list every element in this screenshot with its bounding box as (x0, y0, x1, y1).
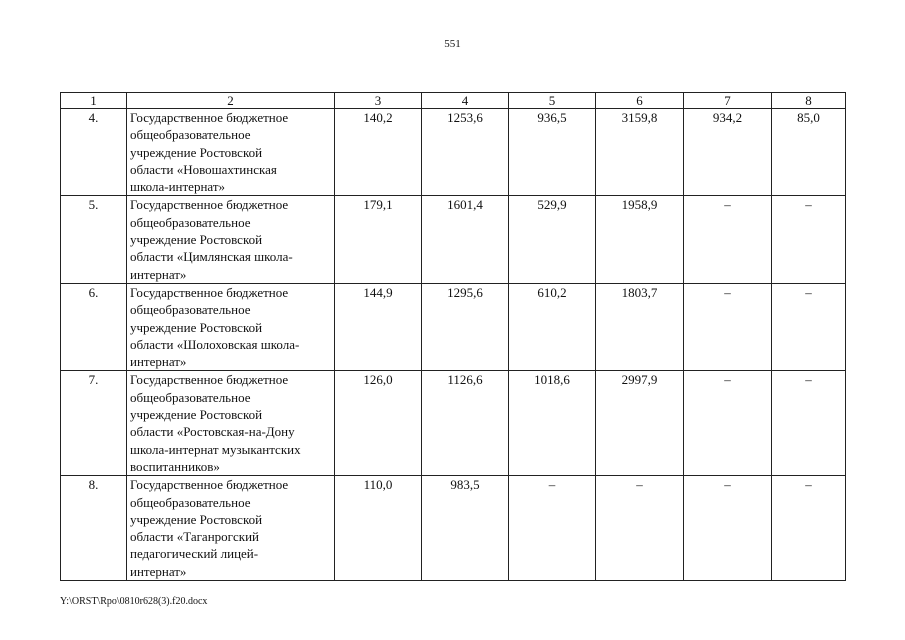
value-cell: – (772, 371, 846, 476)
data-table (60, 92, 846, 581)
name-line: области «Таганрогский (130, 529, 259, 545)
institution-name (127, 371, 335, 476)
table-row (61, 109, 846, 196)
value-cell: 179,1 (335, 196, 422, 283)
value-cell: 140,2 (335, 109, 422, 196)
value-cell: 610,2 (509, 283, 596, 370)
value-cell: – (684, 283, 772, 370)
name-line: Государственное бюджетное (130, 372, 289, 388)
header-cell: 2 (127, 93, 335, 109)
value-cell: 983,5 (422, 476, 509, 581)
name-line: школа-интернат музыкантских (130, 441, 301, 457)
institution-name (127, 196, 335, 283)
name-line: области «Новошахтинская (130, 161, 277, 177)
header-cell: 5 (509, 93, 596, 109)
header-cell: 7 (684, 93, 772, 109)
value-cell: 1126,6 (422, 371, 509, 476)
value-cell: 1601,4 (422, 196, 509, 283)
header-cell: 8 (772, 93, 846, 109)
row-number: 4. (61, 109, 127, 196)
name-line: общеобразовательное (130, 127, 251, 143)
name-line: Государственное бюджетное (130, 197, 289, 213)
institution-name (127, 283, 335, 370)
value-cell: 1018,6 (509, 371, 596, 476)
value-cell: – (684, 476, 772, 581)
name-line: воспитанников» (130, 458, 220, 474)
table-row (61, 196, 846, 283)
name-line: Государственное бюджетное (130, 284, 289, 300)
name-line: общеобразовательное (130, 214, 251, 230)
value-cell: 1803,7 (596, 283, 684, 370)
value-cell: 1958,9 (596, 196, 684, 283)
name-line: педагогический лицей- (130, 546, 259, 562)
name-line: учреждение Ростовской (130, 407, 263, 423)
institution-name (127, 476, 335, 581)
name-line: интернат» (130, 563, 187, 579)
table-header-row (61, 93, 846, 109)
row-number: 6. (61, 283, 127, 370)
value-cell: 126,0 (335, 371, 422, 476)
value-cell: 144,9 (335, 283, 422, 370)
value-cell: 85,0 (772, 109, 846, 196)
value-cell: 934,2 (684, 109, 772, 196)
table-row (61, 283, 846, 370)
name-line: общеобразовательное (130, 389, 251, 405)
page-number: 551 (444, 38, 461, 50)
name-line: общеобразовательное (130, 494, 251, 510)
name-line: общеобразовательное (130, 302, 251, 318)
value-cell: 1253,6 (422, 109, 509, 196)
header-cell: 6 (596, 93, 684, 109)
name-line: учреждение Ростовской (130, 232, 263, 248)
header-cell: 4 (422, 93, 509, 109)
table-row (61, 476, 846, 581)
name-line: области «Цимлянская школа- (130, 249, 293, 265)
value-cell: – (684, 196, 772, 283)
value-cell: – (772, 476, 846, 581)
value-cell: 110,0 (335, 476, 422, 581)
value-cell: 2997,9 (596, 371, 684, 476)
name-line: учреждение Ростовской (130, 144, 263, 160)
value-cell: 529,9 (509, 196, 596, 283)
table-row (61, 371, 846, 476)
name-line: интернат» (130, 266, 187, 282)
value-cell: – (684, 371, 772, 476)
value-cell: 936,5 (509, 109, 596, 196)
institution-name (127, 109, 335, 196)
name-line: области «Шолоховская школа- (130, 336, 300, 352)
value-cell: – (509, 476, 596, 581)
name-line: учреждение Ростовской (130, 319, 263, 335)
name-line: Государственное бюджетное (130, 110, 289, 125)
name-line: школа-интернат» (130, 179, 226, 195)
name-line: учреждение Ростовской (130, 511, 263, 527)
row-number: 8. (61, 476, 127, 581)
row-number: 5. (61, 196, 127, 283)
name-line: интернат» (130, 354, 187, 370)
value-cell: – (772, 196, 846, 283)
value-cell: – (772, 283, 846, 370)
header-cell: 3 (335, 93, 422, 109)
value-cell: – (596, 476, 684, 581)
name-line: области «Ростовская-на-Дону (130, 424, 295, 440)
file-path-footer: Y:\ORST\Rpo\0810r628(3).f20.docx (60, 596, 208, 607)
row-number: 7. (61, 371, 127, 476)
value-cell: 1295,6 (422, 283, 509, 370)
value-cell: 3159,8 (596, 109, 684, 196)
name-line: Государственное бюджетное (130, 477, 289, 493)
header-cell: 1 (61, 93, 127, 109)
